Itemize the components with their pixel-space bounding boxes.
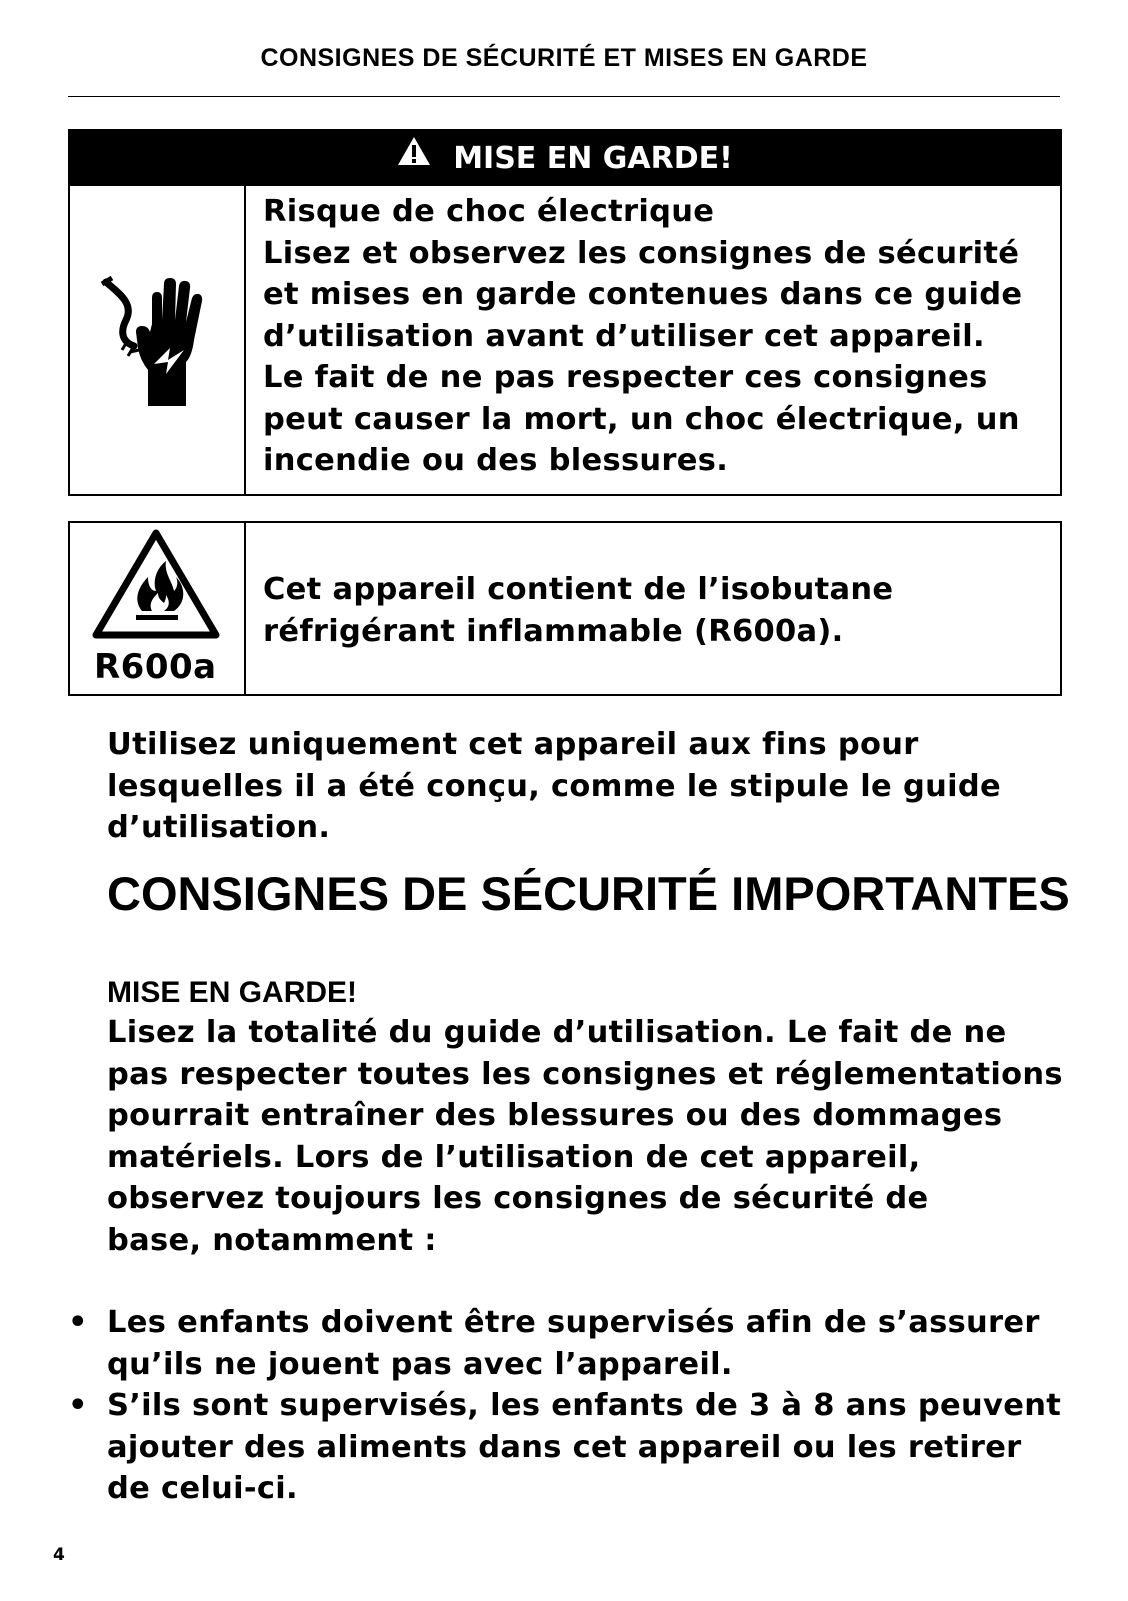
section-warning-label: MISE EN GARDE!: [107, 976, 358, 1009]
bullet-list: [68, 1302, 1068, 1510]
refrigerant-code: R600a: [94, 647, 217, 687]
page-number: 4: [53, 1545, 65, 1565]
paragraph-line: base, notamment :: [107, 1222, 437, 1258]
warning-line: Lisez et observez les consignes de sécurité: [263, 235, 1020, 271]
bullet-line: qu’ils ne jouent pas avec l’appareil.: [107, 1346, 733, 1382]
bullet-symbol: •: [68, 1305, 88, 1340]
paragraph-line: pourrait entraîner des blessures ou des dommages: [107, 1098, 1003, 1133]
section-title: CONSIGNES DE SÉCURITÉ IMPORTANTES: [107, 867, 1070, 920]
warning-bar: [70, 131, 1060, 186]
bullet-line: de celui-ci.: [107, 1471, 298, 1506]
warning-line: incendie ou des blessures.: [263, 443, 729, 478]
paragraph-line: observez toujours les consignes de sécurité de: [107, 1181, 929, 1216]
bullet-line: ajouter des aliments dans cet appareil ou les retirer: [107, 1429, 1022, 1465]
bullet-line: Les enfants doivent être supervisés afin de s’assurer: [107, 1305, 1040, 1340]
warning-triangle-icon: [397, 129, 431, 184]
warning-line: d’utilisation avant d’utiliser cet appareil.: [263, 318, 985, 354]
paragraph-line: matériels. Lors de l’utilisation de cet appareil,: [107, 1139, 921, 1175]
refrigerant-text: [263, 569, 1053, 652]
page-header-title: CONSIGNES DE SÉCURITÉ ET MISES EN GARDE: [260, 44, 868, 72]
warning-icon-column: [70, 186, 246, 494]
warning-line: et mises en garde contenues dans ce guide: [263, 277, 1023, 312]
electric-shock-hand-icon: [100, 276, 212, 406]
refrigerant-icon-column: [70, 523, 246, 694]
refrigerant-line: Cet appareil contient de l’isobutane: [263, 572, 894, 607]
header-divider: [68, 96, 1060, 97]
electric-shock-warning-box: [68, 129, 1062, 496]
refrigerant-warning-box: [68, 521, 1062, 696]
bullet-item: [68, 1302, 1068, 1385]
paragraph-line: Lisez la totalité du guide d’utilisation. Le fait de ne: [107, 1015, 1007, 1050]
paragraph-line: pas respecter toutes les consignes et réglementations: [107, 1056, 1063, 1092]
paragraph-line: lesquelles il a été conçu, comme le stipule le guide: [107, 768, 1001, 804]
bullet-item: [68, 1385, 1068, 1510]
warning-line: Risque de choc électrique: [263, 194, 715, 229]
intro-paragraph: [107, 724, 1067, 849]
paragraph-line: d’utilisation.: [107, 810, 331, 845]
warning-line: peut causer la mort, un choc électrique, un: [263, 401, 1020, 437]
warning-line: Le fait de ne pas respecter ces consignes: [263, 360, 988, 395]
warning-bar-label: MISE EN GARDE!: [453, 141, 733, 176]
bullet-symbol: •: [68, 1388, 88, 1423]
paragraph-line: Utilisez uniquement cet appareil aux fins pour: [107, 727, 919, 762]
warning-text: [263, 191, 1053, 482]
flammable-warning-icon: [92, 529, 220, 641]
section-paragraph: [107, 1012, 1067, 1261]
bullet-line: S’ils sont supervisés, les enfants de 3 à 8 ans peuvent: [107, 1388, 1062, 1423]
refrigerant-line: réfrigérant inflammable (R600a).: [263, 613, 844, 649]
